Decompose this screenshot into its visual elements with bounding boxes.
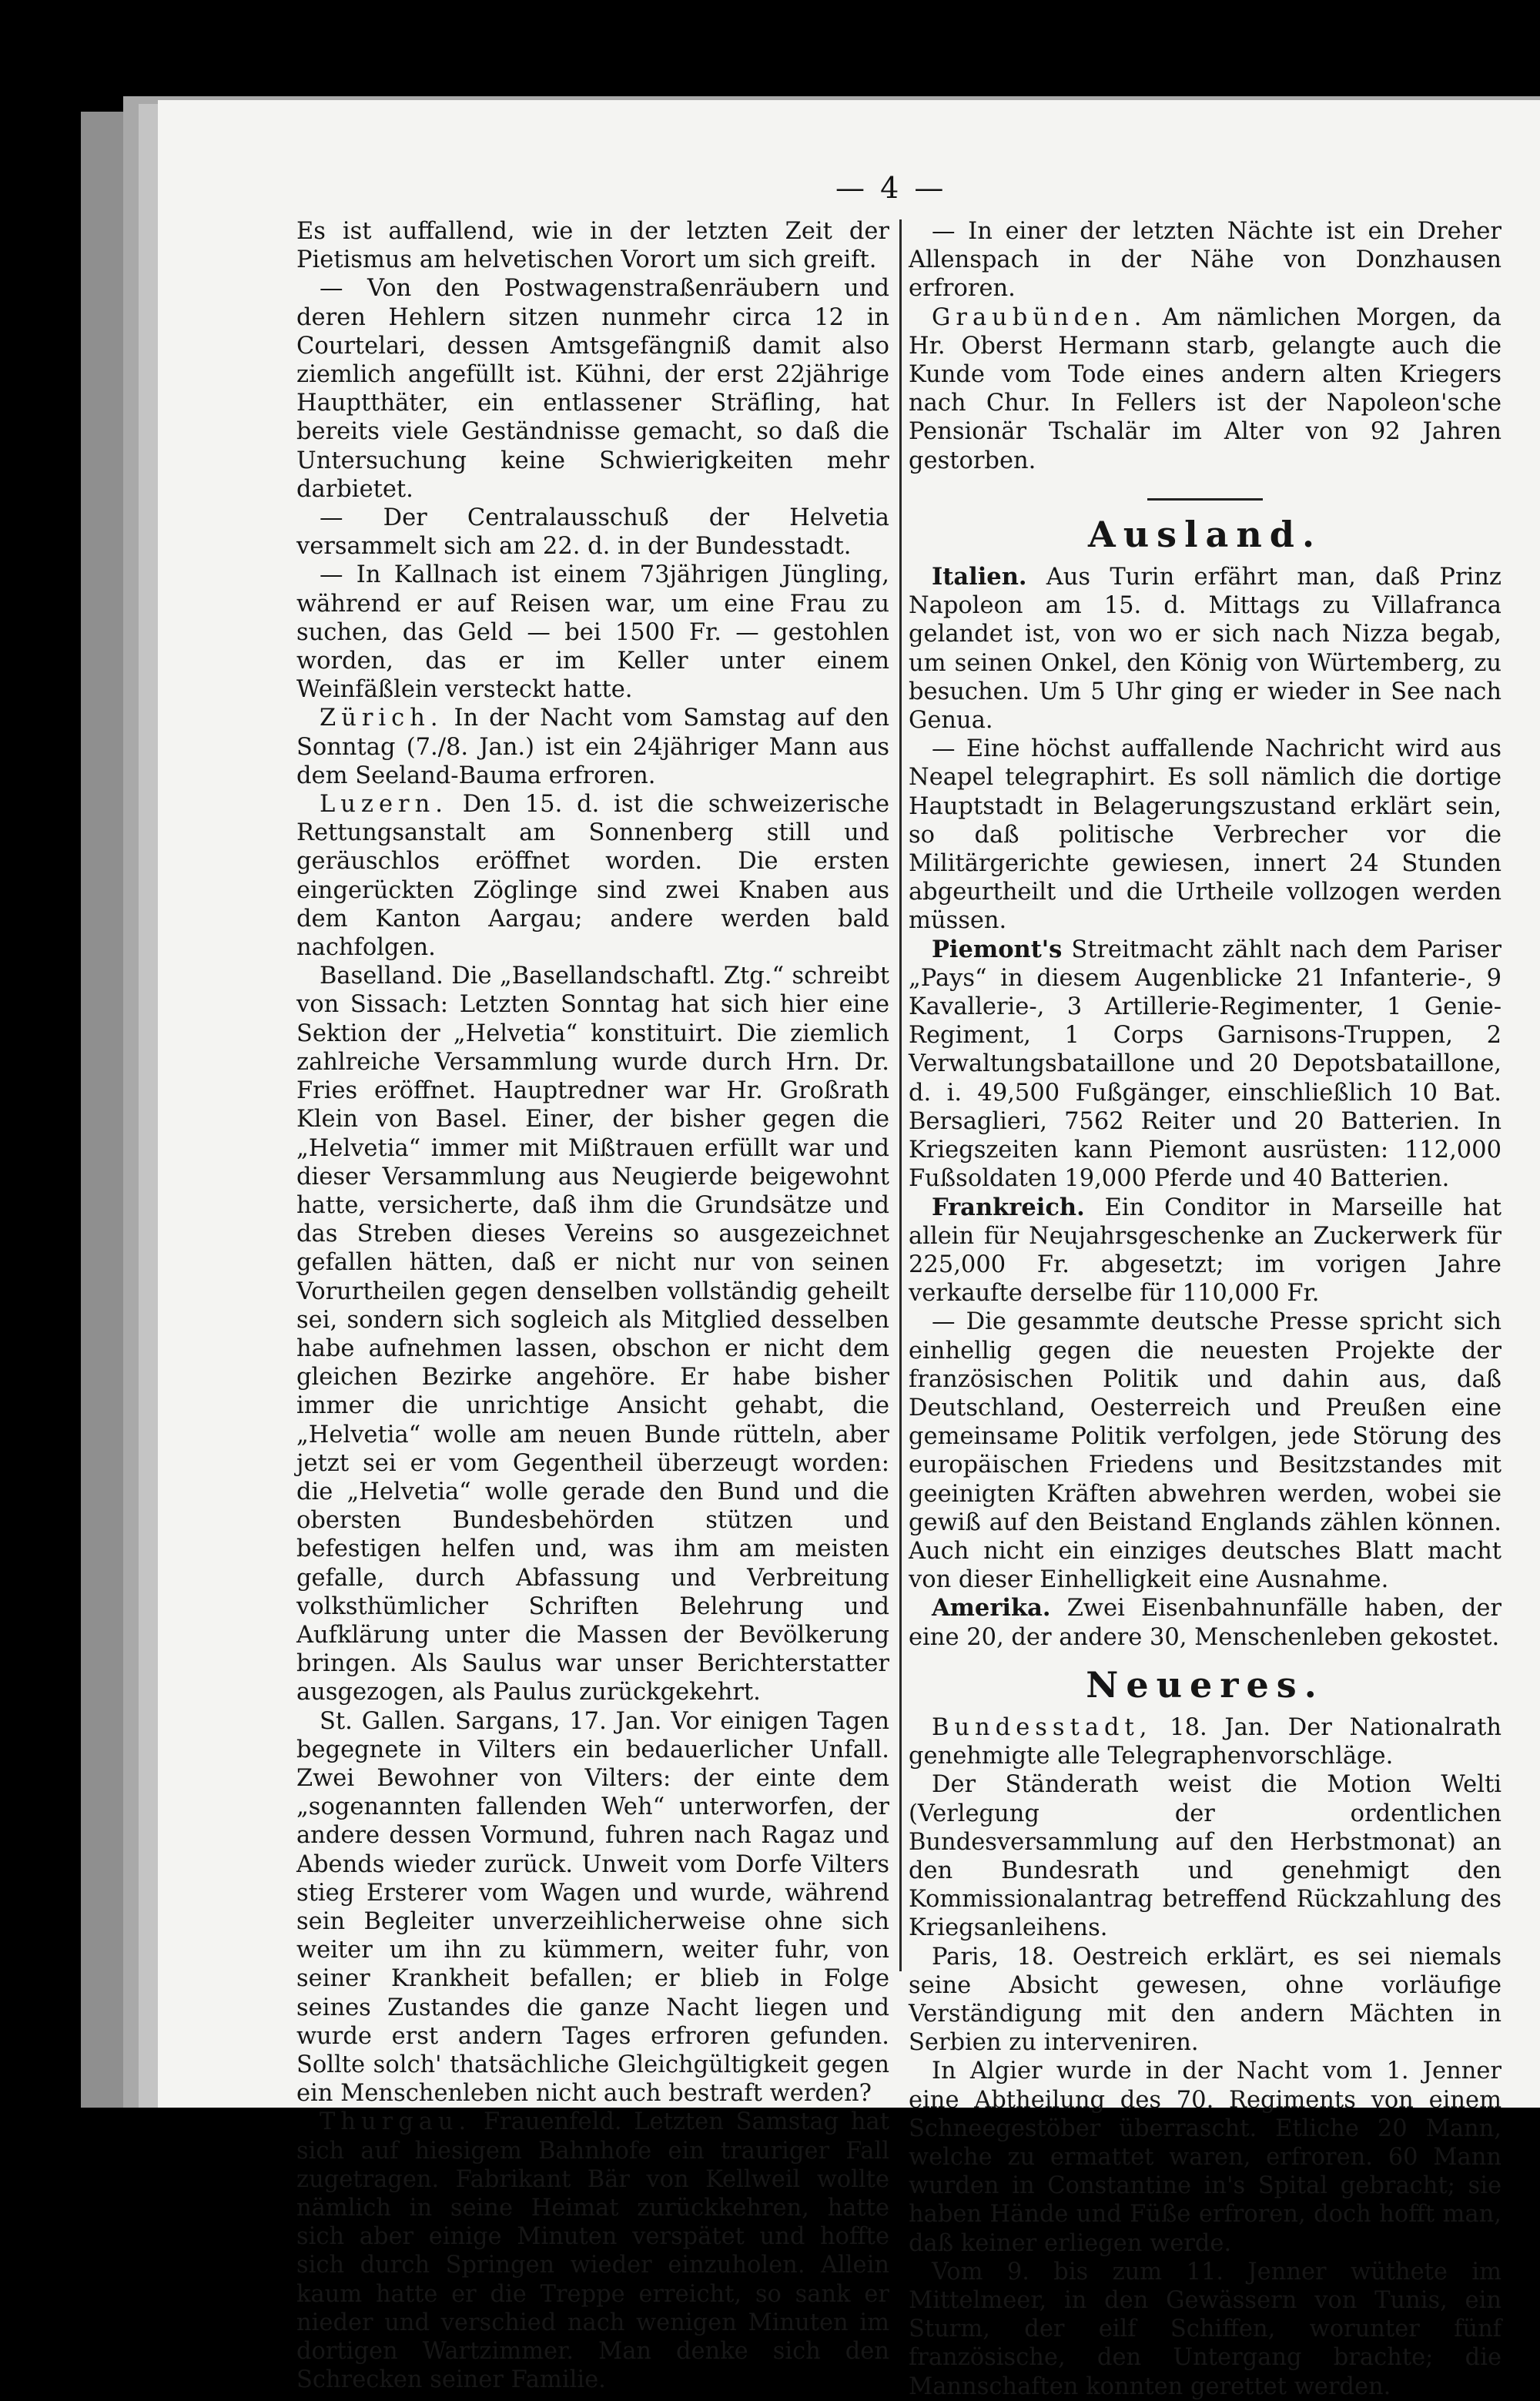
article-piemont (909, 936, 1502, 1194)
paragraph: Es ist auffallend, wie in der letzten Zeit der Pietismus am helvetischen Vorort um sich greift. (296, 218, 889, 274)
article-text: Aus Turin erfährt man, daß Prinz Napoleon am 15. d. Mittags zu Villafranca gelandet ist, von wo er sich nach Nizza begab, um seinen Onkel, den König von Würtemberg, zu besuchen. Um 5 Uhr ging er wieder in See nach Genua. (909, 564, 1502, 735)
place-name: Baselland. (320, 963, 444, 990)
paragraph: Paris, 18. Oestreich erklärt, es sei niemals seine Absicht gewesen, ohne vorläufige Verständigung mit den andern Mächten in Serbien zu interveniren. (909, 1943, 1502, 2057)
section-heading-ausland: Ausland. (1088, 513, 1322, 555)
article-baselland (296, 962, 889, 1706)
article-text: Ein Conditor in Marseille hat allein für Neujahrsgeschenke an Zuckerwerk für 225,000 Fr. abgesetzt; im vorigen Jahre verkaufte derselbe für 110,000 Fr. (909, 1194, 1502, 1308)
place-name: Zürich. (320, 705, 444, 732)
section-separator (1147, 498, 1263, 501)
left-column (296, 217, 889, 2394)
paragraph: — Der Centralausschuß der Helvetia versammelt sich am 22. d. in der Bundesstadt. (296, 504, 889, 561)
article-amerika (909, 1594, 1502, 1651)
place-name: Thurgau. (320, 2108, 472, 2136)
article-thurgau (296, 2108, 889, 2394)
paragraph: Der Ständerath weist die Motion Welti (Verlegung der ordentlichen Bundesversammlung auf den Herbstmonat) an den Bundesrath und genehmigt den Kommissionalantrag betreffend Rückzahlung des Kriegsanleihens. (909, 1771, 1502, 1942)
article-text: In der Nacht vom Samstag auf den Sonntag (7./8. Jan.) ist ein 24jähriger Mann aus dem Seeland-Bauma erfroren. (296, 705, 889, 789)
place-name: Bundesstadt, (932, 1713, 1153, 1741)
country-label: Frankreich. (932, 1193, 1085, 1221)
article-italien (909, 563, 1502, 735)
column-divider (899, 219, 902, 1971)
place-name: Graubünden. (932, 303, 1147, 331)
article-text: Zwei Eisenbahnunfälle haben, der eine 20, der andere 30, Menschenleben gekostet. (909, 1595, 1502, 1651)
article-text: Sargans, 17. Jan. Vor einigen Tagen begegnete in Vilters ein bedauerlicher Unfall. Zwei Bewohner von Vilters: der einte dem „sogenannten fallenden Weh“ unterworfen, der andere dessen Vormund, fuhren nach Ragaz und Abends wieder zurück. Unweit vom Dorfe Vilters stieg Ersterer vom Wagen und wurde, während sein Begleiter unverzeihlicherweise ohne sich weiter um ihn zu kümmern, weiter fuhr, von seiner Krankheit befallen; er blieb in Folge seines Zustandes die ganze Nacht liegen und wurde erst andern Tages erfroren gefunden. Sollte solch' thatsächliche Gleichgültigkeit gegen ein Menschenleben nicht auch bestraft werden? (296, 1707, 889, 2108)
country-label: Amerika. (932, 1594, 1051, 1622)
right-column (909, 217, 1502, 2401)
article-zurich (296, 704, 889, 790)
article-graubuenden (909, 303, 1502, 475)
paragraph: Vom 9. bis zum 11. Jenner wüthete im Mittelmeer, in den Gewässern von Tunis, ein Sturm, der eilf Schiffen, worunter fünf französische, den Untergang brachte; die Mannschaften konnten gerettet werden. (909, 2258, 1502, 2400)
article-text: 18. Jan. Der Nationalrath genehmigte alle Telegraphenvorschläge. (909, 1713, 1502, 1770)
place-name: Luzern. (320, 791, 448, 819)
place-name: St. Gallen. (320, 1707, 447, 1735)
paragraph: — Von den Postwagenstraßenräubern und deren Hehlern sitzen nunmehr circa 12 in Courtelari, dessen Amtsgefängniß damit also ziemlich angefüllt ist. Kühni, der erst 22jährige Hauptthäter, ein entlassener Sträfling, hat bereits viele Geständnisse gemacht, so daß die Untersuchung keine Schwierigkeiten mehr darbietet. (296, 275, 889, 503)
country-label: Piemont's (932, 935, 1063, 963)
paragraph: — Die gesammte deutsche Presse spricht sich einhellig gegen die neuesten Projekte der französischen Politik und dahin aus, daß Deutschland, Oesterreich und Preußen eine gemeinsame Politik verfolgen, jede Störung des europäischen Friedens und Besitzstandes mit geeinigten Kräften abwehren werden, wobei sie gewiß auf den Beistand Englands zählen können. Auch nicht ein einziges deutsches Blatt macht von dieser Einhelligkeit eine Ausnahme. (909, 1308, 1502, 1594)
article-text: Den 15. d. ist die schweizerische Rettungsanstalt am Sonnenberg still und geräuschlos eröffnet worden. Die ersten eingerückten Zöglinge sind zwei Knaben aus dem Kanton Aargau; andere werden bald nachfolgen. (296, 791, 889, 962)
article-text: Am nämlichen Morgen, da Hr. Oberst Hermann starb, gelangte auch die Kunde vom Tode eines andern alten Kriegers nach Chur. In Fellers ist der Napoleon'sche Pensionär Tschalär im Alter von 92 Jahren gestorben. (909, 303, 1502, 474)
paragraph: In Algier wurde in der Nacht vom 1. Jenner eine Abtheilung des 70. Regiments von einem Schneegestöber überrascht. Etliche 20 Mann, welche zu ermattet waren, erfroren. 60 Mann wurden in Constantine in's Spital gebracht; sie haben Hände und Füße erfroren, doch hofft man, daß keiner erliegen werde. (909, 2058, 1502, 2257)
article-text: Streitmacht zählt nach dem Pariser „Pays“ in diesem Augenblicke 21 Infanterie-, 9 Kavallerie-, 3 Artillerie-Regimenter, 1 Genie-Regiment, 1 Corps Garnisons-Truppen, 2 Verwaltungsbataillone und 20 Depotsbataillone, d. i. 49,500 Fußgänger, einschließlich 10 Bat. Bersaglieri, 7562 Reiter und 20 Batterien. In Kriegszeiten kann Piemont ausrüsten: 112,000 Fußsoldaten 19,000 Pferde und 40 Batterien. (909, 936, 1502, 1193)
paragraph: — In Kallnach ist einem 73jährigen Jüngling, während er auf Reisen war, um eine Frau zu suchen, das Geld — bei 1500 Fr. — gestohlen worden, das er im Keller unter einem Weinfäßlein versteckt hatte. (296, 561, 889, 704)
article-frankreich (909, 1194, 1502, 1308)
section-heading-neueres: Neueres. (1086, 1663, 1324, 1706)
article-luzern (296, 790, 889, 962)
paragraph: — Eine höchst auffallende Nachricht wird aus Neapel telegraphirt. Es soll nämlich die dortige Hauptstadt in Belagerungszustand erklärt sein, so daß politische Verbrecher vor die Militärgerichte gewiesen, innert 24 Stunden abgeurtheilt und die Urtheile vollzogen werden müssen. (909, 735, 1502, 935)
page-number: — 4 — (835, 171, 947, 205)
article-text: Die „Basellandschaftl. Ztg.“ schreibt von Sissach: Letzten Sonntag hat sich hier eine Sektion der „Helvetia“ konstituirt. Die ziemlich zahlreiche Versammlung wurde durch Hrn. Dr. Fries eröffnet. Hauptredner war Hr. Großrath Klein von Basel. Einer, der bisher gegen die „Helvetia“ immer mit Mißtrauen erfüllt war und dieser Versammlung aus Neugierde beigewohnt hatte, versicherte, daß ihm die Grundsätze und das Streben dieses Vereins so ausgezeichnet gefallen hätten, daß er nicht nur von seinen Vorurtheilen gegen denselben vollständig geheilt sei, sondern sich sogleich als Mitglied desselben habe aufnehmen lassen, obschon er nicht dem gleichen Bezirke angehöre. Er habe bisher immer die unrichtige Ansicht gehabt, die „Helvetia“ wolle am neuen Bunde rütteln, aber jetzt sei er vom Gegentheil überzeugt worden: die „Helvetia“ wolle gerade den Bund und die obersten Bundesbehörden stützen und befestigen helfen und, was ihm am meisten gefalle, durch Abfassung und Verbreitung volksthümlicher Schriften Belehrung und Aufklärung unter die Massen der Bevölkerung bringen. Als Saulus war unser Berichterstatter ausgezogen, als Paulus zurückgekehrt. (296, 963, 889, 1706)
article-bundesstadt (909, 1713, 1502, 1770)
paragraph: — In einer der letzten Nächte ist ein Dreher Allenspach in der Nähe von Donzhausen erfroren. (909, 218, 1502, 303)
country-label: Italien. (932, 563, 1027, 591)
article-text: Frauenfeld. Letzten Samstag hat sich auf hiesigem Bahnhofe ein trauriger Fall zugetragen. Fabrikant Bär von Kellweil wollte nämlich in seine Heimat zurückkehren, hatte sich aber einige Minuten verspätet und hoffte sich durch Springen wieder einzuholen. Allein kaum hatte er die Treppe erreicht, so sank er nieder und verschied nach wenigen Minuten im dortigen Wartzimmer. Man denke sich den Schrecken seiner Familie. (296, 2108, 889, 2394)
article-stgallen (296, 1707, 889, 2108)
